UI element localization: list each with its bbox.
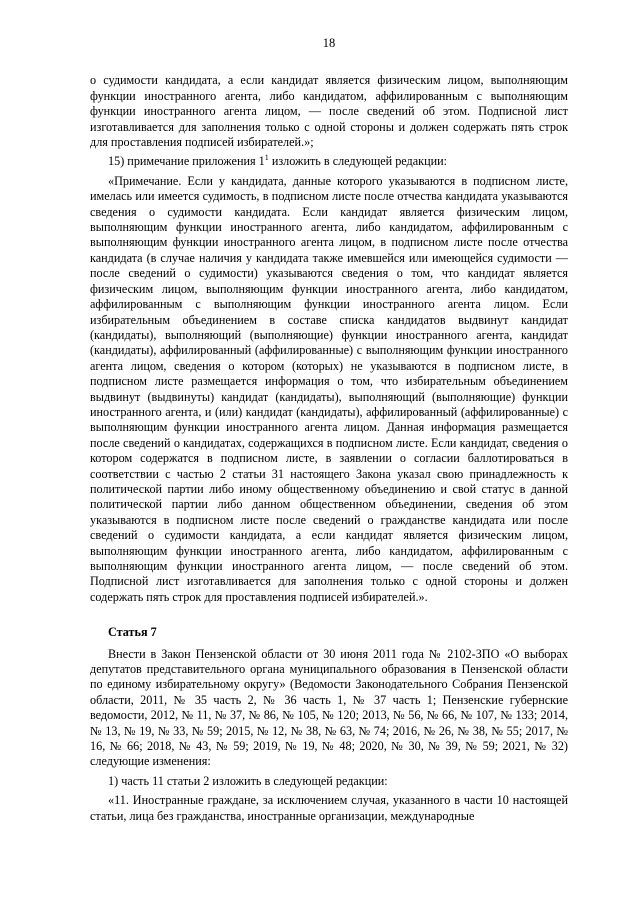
paragraph-note: «Примечание. Если у кандидата, данные которого указываются в подписном листе, имелась или имеется судимость, в подписном листе после отчества кандидата указываются сведения о судимости кандидата. Если кандидат является физическим лицом, выполняющим функции иностранного агента, либо кандидатом, аффилированным с выполняющим функции иностранного агента лицом, в подписном листе после отчества кандидата (в случае наличия у кандидата также имевшейся или имеющейся судимости — после сведений о судимости) указываются сведения о том, что кандидат является физическим лицом, выполняющим функции иностранного агента, либо кандидатом, аффилированным с выполняющим функции иностранного агента лицом. Если избирательным объединением в составе списка кандидатов выдвинут кандидат (кандидаты), выполняющий (выполняющие) функции иностранного агента, кандидат (кандидаты), аффилированный (аффилированные) с выполняющим функции иностранного агента лицом, сведения о котором (которых) не указываются в подписном листе, в подписном листе размещается информация о том, что избирательным объединением выдвинут (выдвинуты) кандидат (кандидаты), выполняющий (выполняющие) функции иностранного агента, и (или) кандидат (кандидаты), аффилированный (аффилированные) с выполняющим функции иностранного агента лицом. Данная информация размещается после сведений о кандидатах, содержащихся в подписном листе. Если кандидат, сведения о котором содержатся в подписном листе, в заявлении о согласии баллотироваться в соответствии с частью 2 статьи 31 настоящего Закона указал свою принадлежность к политической партии либо иному общественному объединению и свой статус в данной политической партии либо данном общественном объединении, сведения об этом указываются в подписном листе после сведений о гражданстве кандидата или после сведений о судимости кандидата, а если кандидат является физическим лицом, выполняющим функции иностранного агента, либо кандидатом, аффилированным с выполняющим функции иностранного агента лицом, — после сведений об этом. Подписной лист изготавливается для заполнения только с одной стороны и должен содержать пять строк для проставления подписей избирателей.». — [90, 173, 568, 604]
article-heading: Статья 7 — [108, 625, 157, 640]
list-item-15-text-end: изложить в следующей редакции: — [268, 154, 448, 169]
page-number: 18 — [322, 36, 336, 50]
list-item-15-text: 15) примечание приложения 1 — [108, 154, 265, 169]
superscript: 1 — [264, 153, 269, 163]
paragraph-amendment: Внести в Закон Пензенской области от 30 июня 2011 года № 2102-ЗПО «О выборах депутатов представительного органа муниципального образования в Пензенской области по единому избирательному округу» (Ведомости Законодательного Собрания Пензенской области, 2011, № 35 часть 2, № 36 часть 1, № 37 часть 1; Пензенские губернские ведомости, 2012, № 11, № 37, № 86, № 105, № 120; 2013, № 56, № 66, № 107, № 133; 2014, № 13, № 19, № 33, № 59; 2015, № 12, № 38, № 63, № 74; 2016, № 26, № 38, № 55; 2017, № 16, № 66; 2018, № 43, № 59; 2019, № 19, № 48; 2020, № 30, № 39, № 59; 2021, № 32) следующие изменения: — [90, 646, 568, 769]
list-item-1: 1) часть 11 статьи 2 изложить в следующей редакции: — [108, 773, 388, 788]
paragraph-part-11: «11. Иностранные граждане, за исключением случая, указанного в части 10 настоящей статьи, лица без гражданства, иностранные организации, международные — [90, 793, 568, 823]
list-item-15 — [90, 154, 568, 169]
paragraph-continuation: о судимости кандидата, а если кандидат является физическим лицом, выполняющим функции иностранного агента, либо кандидатом, аффилированным с выполняющим функции иностранного агента лицом, — после сведений об этом. Подписной лист изготавливается для заполнения только с одной стороны и должен содержать пять строк для проставления подписей избирателей.»; — [90, 73, 568, 150]
